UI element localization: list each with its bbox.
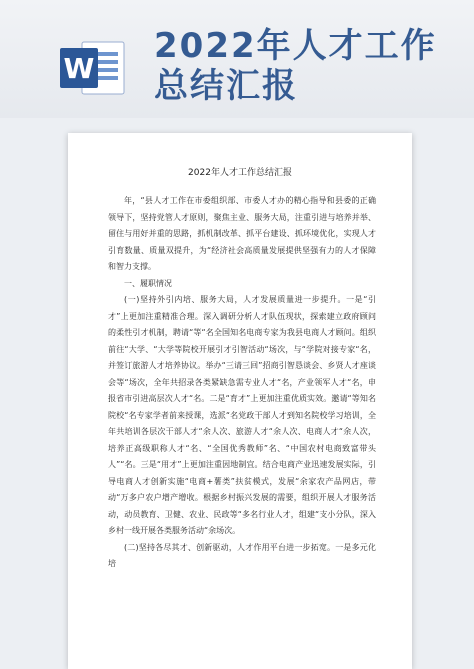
document-title: 2022年人才工作总结汇报 <box>188 168 292 178</box>
document-body <box>108 193 376 573</box>
template-header <box>0 0 474 118</box>
paragraph-section-2: (二)坚持各尽其才、创新驱动，人才作用平台进一步拓宽。一是多元化培 <box>108 542 376 568</box>
paragraph-section-1: (一)坚持外引内培、服务大局，人才发展质量进一步提升。一是“引才”上更加注重精准合理。深入调研分析人才队伍现状，探索建立政府顾问的柔性引才机制，聘请“等“名全国知名电商专家为我县电商人才顾问。组织前往“大学、“大学等院校开展引才引智活动“场次，与“学院对接专家“名，并签订旅游人才培养协议。举办“三请三回”招商引智恳谈会、乡贤人才座谈会等“场次，全年共招录各类紧缺急需专业人才“名，产业领军人才“名，申报省市引进高层次人才“名。二是“育才”上更加注重优质实效。邀请“等知名院校“名专家学者前来授课，选派“名党政干部人才到知名院校学习培训，全年共培训各层次干部人才“余人次、旅游人才“余人次、电商人才“余人次，培养正高级职称人才“名、“全国优秀教师”名、“中国农村电商致富带头人”“名。三是“用才”上更加注重因地制宜。结合电商产业迅速发展实际，引导电商人才创新实施“电商+薯类”扶贫模式，发展“余家农产品网店，带动“万多户农户增产增收。根据乡村振兴发展的需要，组织开展人才服务活动，动员教育、卫健、农业、民政等“多名行业人才，组建“支小分队，深入乡村一线开展各类服务活动“余场次。 <box>108 295 376 535</box>
paragraph-intro: 年，“县人才工作在市委组织部、市委人才办的精心指导和县委的正确领导下，坚持党管人才原则，聚焦主业、服务大局，注重引进与培养并举、留住与用好并重的思路，抓机制改革、抓平台建设、抓环境优化，实现人才引育数量、质量双提升，为“经济社会高质量发展提供坚强有力的人才保障和智力支撑。 <box>108 196 376 271</box>
word-doc-icon <box>58 38 128 98</box>
section-heading: 一、履职情况 <box>124 278 172 288</box>
document-page <box>68 133 412 669</box>
svg-text:W: W <box>63 52 95 85</box>
page-title: 2022年人才工作总结汇报 <box>154 26 437 106</box>
